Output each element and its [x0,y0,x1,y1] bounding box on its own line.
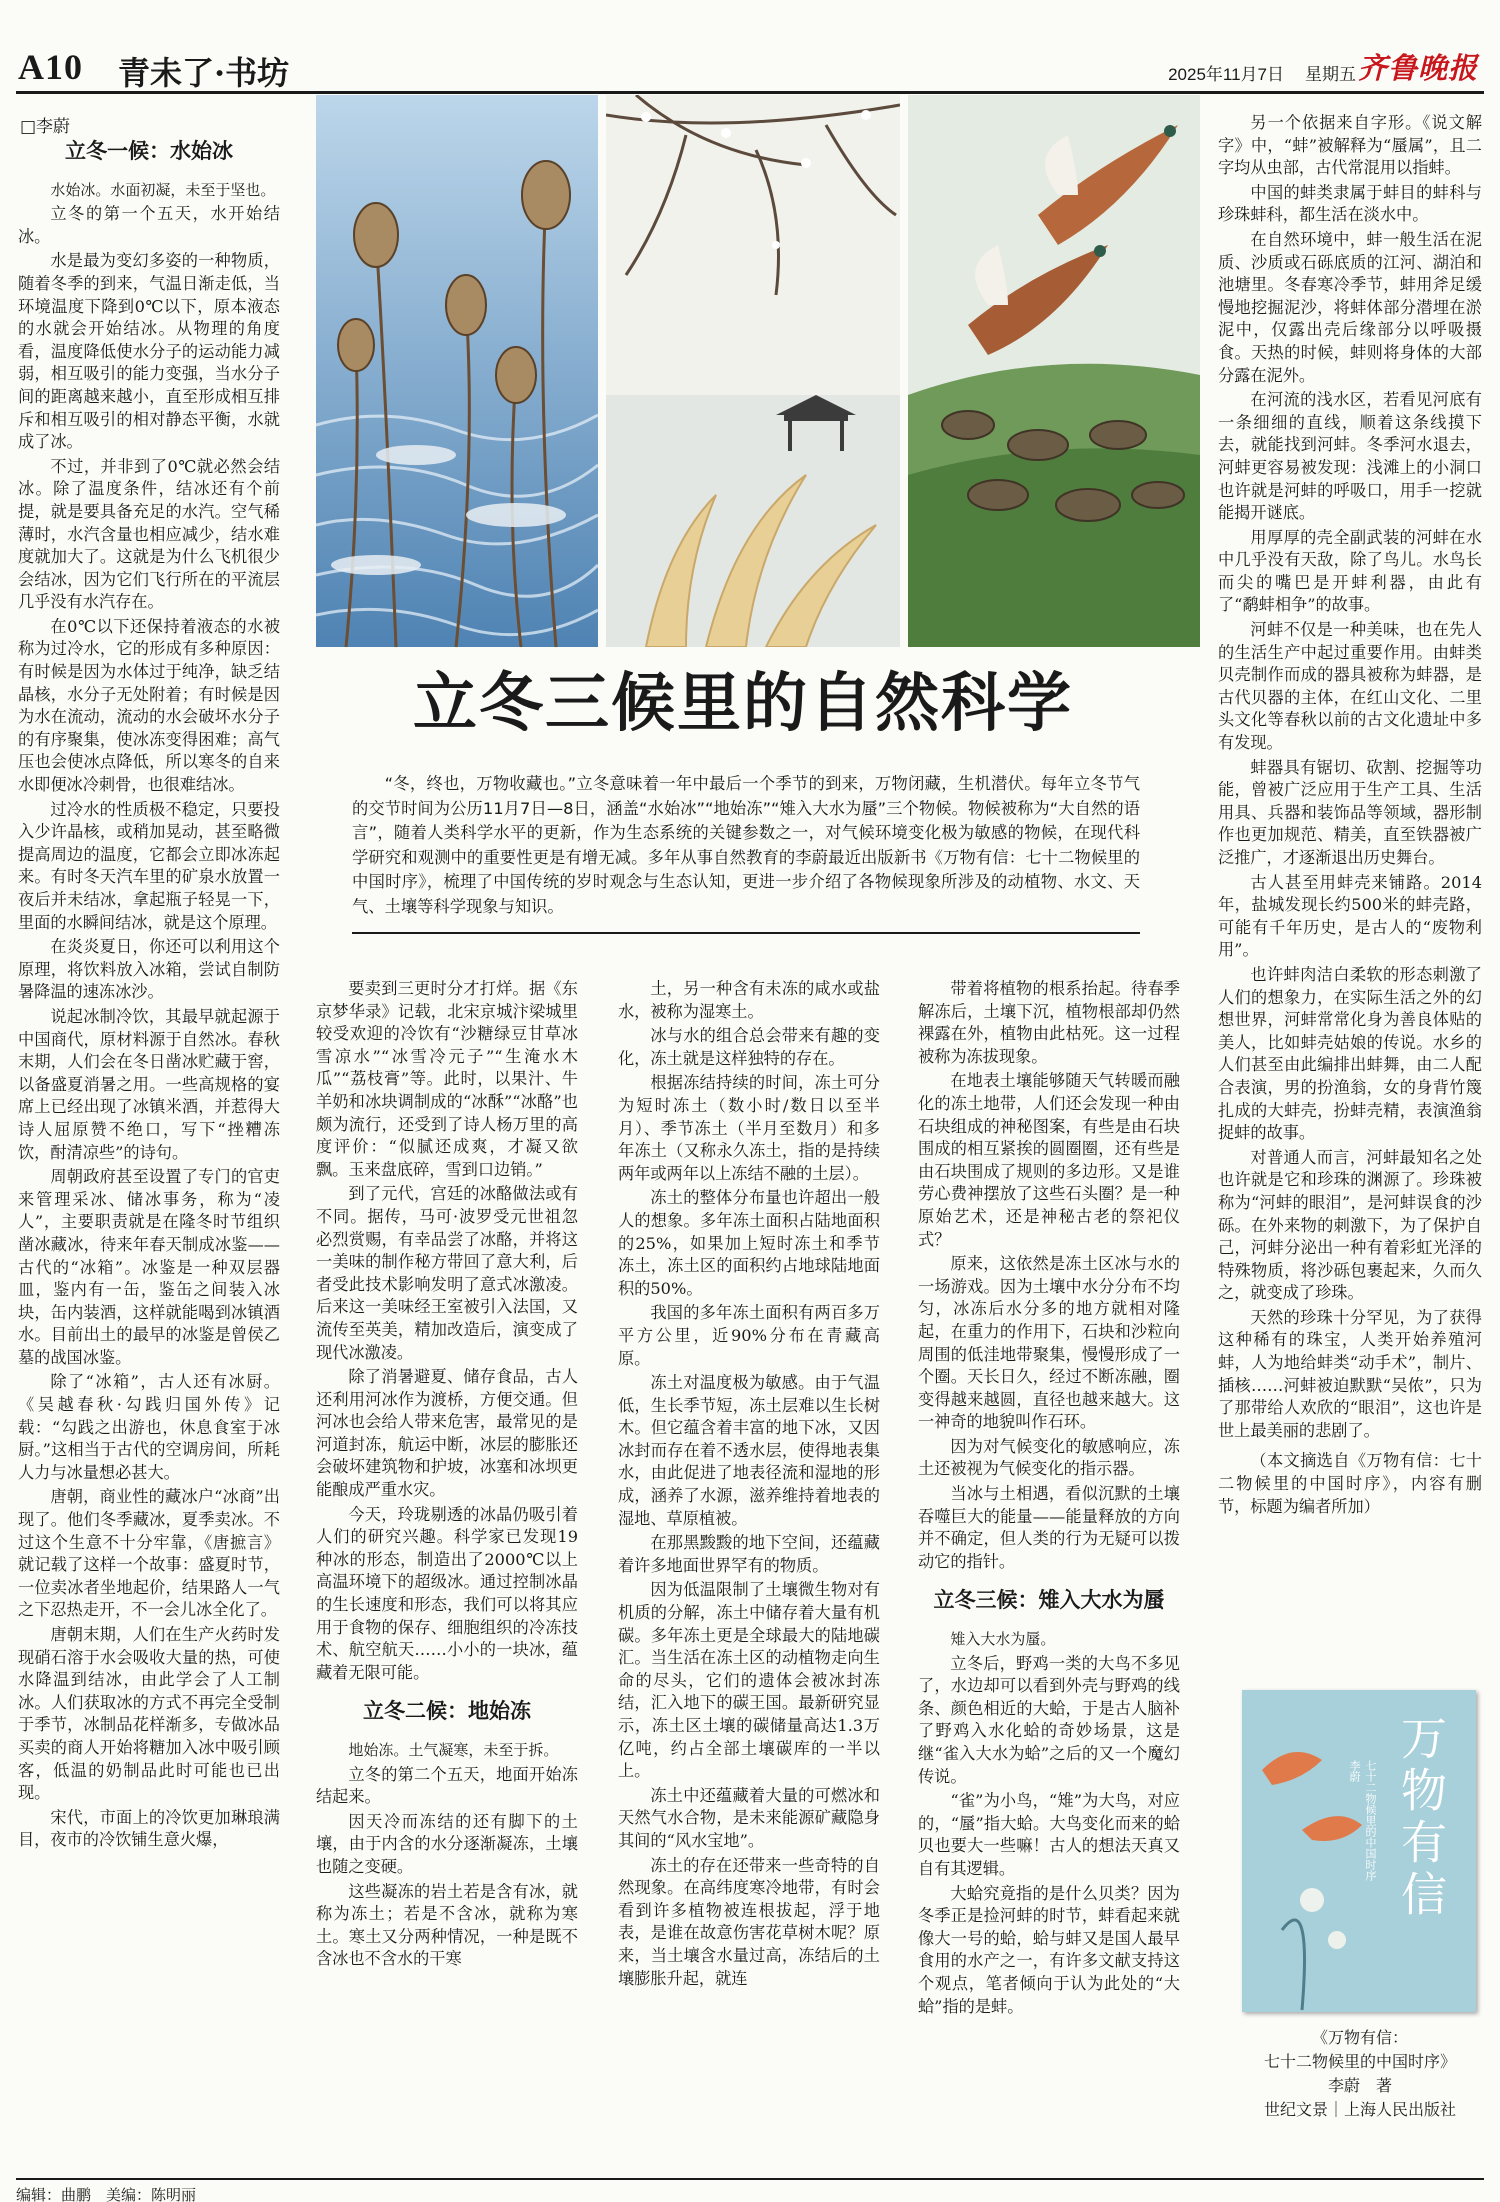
paragraph: 河蚌不仅是一种美味，也在先人的生活生产中起过重要作用。由蚌类贝壳制作而成的器具被称为蚌器，是古代贝器的主体，在红山文化、二里头文化等春秋以前的古文化遗址中多有发现。 [1218,620,1482,753]
paragraph: 在河流的浅水区，若看见河底有一条细细的直线，顺着这条线摸下去，就能找到河蚌。冬季河水退去，河蚌更容易被发现：浅滩上的小洞口也许就是河蚌的呼吸口，用手一挖就能揭开谜底。 [1218,390,1482,523]
paragraph: 冻土的整体分布量也许超出一般人的想象。多年冻土面积占陆地面积的25%，如果加上短时冻土和季节冻土，冻土区的面积约占地球陆地面积的50%。 [618,1188,880,1298]
paragraph: 蚌器具有锯切、砍割、挖掘等功能，曾被广泛应用于生产工具、生活用具、兵器和装饰品等领域，器形制作也更加规范、精美，直至铁器被广泛推广，才逐渐退出历史舞台。 [1218,757,1482,867]
section-title: 青未了·书坊 [118,54,290,92]
column-1 [18,124,280,2174]
paragraph: 用厚厚的壳全副武装的河蚌在水中几乎没有天敌，除了鸟儿。水鸟长而尖的嘴巴是开蚌利器，由此有了“鹬蚌相争”的故事。 [1218,527,1482,615]
paragraph: 在自然环境中，蚌一般生活在泥质、沙质或石砾底质的江河、湖泊和池塘里。冬春寒冷季节，蚌用斧足缓慢地挖掘泥沙，将蚌体部分潜埋在淤泥中，仅露出壳后缘部分以呼吸摄食。天热的时候，蚌则将身体的大部分露在泥外。 [1218,229,1482,385]
paragraph: 宋代，市面上的冷饮更加琳琅满目，夜市的冷饮铺生意火爆， [18,1807,280,1850]
column-5 [1218,112,1482,1682]
paragraph: 因天冷而冻结的还有脚下的土壤，由于内含的水分逐渐凝冻，土壤也随之变硬。 [316,1811,578,1876]
caption-title: 《万物有信： [1311,2028,1408,2047]
paragraph: “雀”为小鸟，“雉”为大鸟，对应的，“蜃”指大蛤。大鸟变化而来的蛤贝也要大一些嘛！古人的想法天真又自有其逻辑。 [918,1791,1180,1878]
paragraph: 到了元代，宫廷的冰酪做法或有不同。据传，马可·波罗受元世祖忽必烈赏赐，有幸品尝了冰酪，并将这一美味的制作秘方带回了意大利，后者受此技术影响发明了意式冰激凌。后来这一美味经王室被引入法国，又流传至英美，精加改造后，演变成了现代冰激凌。 [316,1184,578,1362]
paragraph: 除了“冰箱”，古人还有冰厨。《吴越春秋·勾践归国外传》记载：“勾践之出游也，休息食室于冰厨。”这相当于古代的空调房间，所耗人力与冰量想必甚大。 [18,1372,280,1482]
paragraph: 立冬的第一个五天，水开始结冰。 [18,204,280,246]
page-number: A10 [18,47,83,87]
snowy-pavilion-illustration [606,95,900,647]
book-cover [1242,1690,1476,2012]
paragraph: 冻土对温度极为敏感。由于气温低，生长季节短，冻土层难以生长树木。但它蕴含着丰富的地下冰，又因冰封而存在着不透水层，使得地表集水，由此促进了地表径流和湿地的形成，涵养了水源，滋养维持着地表的湿地、草原植被。 [618,1373,880,1528]
caption-subtitle: 七十二物候里的中国时序》 [1263,2052,1456,2071]
paragraph: 另一个依据来自字形。《说文解字》中，“蚌”被解释为“蜃属”，且二字均从虫部，古代常混用以指蚌。 [1218,113,1482,178]
paragraph: 冰与水的组合总会带来有趣的变化，冻土就是这样独特的存在。 [618,1026,880,1068]
subhead-hou-2: 立冬二候：地始冻 [363,1698,531,1724]
paragraph: 不过，并非到了0℃就必然会结冰。除了温度条件，结冰还有个前提，就是要具备充足的水汽。空气稀薄时，水汽含量也相应减少，结水难度就加大了。这就是为什么飞机很少会结冰，因为它们飞行所在的平流层几乎没有水汽存在。 [18,456,280,612]
quote-hou-2: 地始冻。土气凝寒，未至于拆。 [348,1741,559,1759]
paragraph: 冻土的存在还带来一些奇特的自然现象。在高纬度寒冷地带，有时会看到许多植物被连根拔起，浮于地表，是谁在故意伤害花草树木呢？原来，当土壤含水量过高，冻结后的土壤膨胀升起，就连 [618,1855,880,1988]
author-byline: □李蔚 [20,117,71,137]
issue-weekday: 星期五 [1305,65,1356,84]
art-panel-pheasants-clams [908,95,1200,647]
paragraph: 天然的珍珠十分罕见，为了获得这种稀有的珠宝，人类开始养殖河蚌，人为地给蚌类“动手术”，制片、插核……河蚌被迫默默“吴侬”，只为了那带给人欢欣的“眼泪”，这也许是世上最美丽的悲剧了。 [1218,1307,1482,1440]
issue-date: 2025年11月7日 [1168,65,1284,84]
paragraph: 在地表土壤能够随天气转暖而融化的冻土地带，人们还会发现一种由石块组成的神秘图案，有些是由石块围成的相互紧挨的圆圈圈，还有些是由石块围成了规则的多边形。又是谁劳心费神摆放了这些石头圈？是一种原始艺术，还是神秘古老的祭祀仪式？ [918,1071,1180,1249]
art-panel-snowy-pavilion [606,95,900,647]
paragraph: 因为对气候变化的敏感响应，冻土还被视为气候变化的指示器。 [918,1436,1180,1479]
column-4 [918,978,1180,2174]
article-lead: “冬，终也，万物收藏也。”立冬意味着一年中最后一个季节的到来，万物闭藏，生机潜伏。每年立冬节气的交节时间为公历11月7日—8日，涵盖“水始冰”“地始冻”“雉入大水为蜃”三个物候。物候被称为“大自然的语言”，随着人类科学水平的更新，作为生态系统的关键参数之一，对气候环境变化极为敏感的物候，在现代科学研究和观测中的重要性更是有增无减。多年从事自然教育的李蔚最近出版新书《万物有信：七十二物候里的中国时序》，梳理了中国传统的岁时观念与生态认知，更进一步介绍了各物候现象所涉及的动植物、水文、天气、土壤等科学现象与知识。 [352,772,1140,934]
page-header [16,42,1484,94]
paragraph: 今天，玲珑剔透的冰晶仍吸引着人们的研究兴趣。科学家已发现19种冰的形态，制造出了2000℃以上高温环境下的超级冰。通过控制冰晶的生长速度和形态，我们可以将其应用于食物的保存、细胞组织的冷冻技术、航空航天……小小的一块冰，蕴藏着无限可能。 [316,1504,578,1682]
paragraph: 原来，这依然是冻土区冰与水的一场游戏。因为土壤中水分分布不均匀，冰冻后水分多的地方就相对隆起，在重力的作用下，石块和沙粒向周围的低洼地带聚集，慢慢形成了一个圈。天长日久，经过不断冻融，圈变得越来越圆，直径也越来越大。这一神奇的地貌叫作石环。 [918,1254,1180,1432]
pheasants-clams-illustration [908,95,1200,647]
paragraph: 冻土中还蕴藏着大量的可燃冰和天然气水合物，是未来能源矿藏隐身其间的“风水宝地”。 [618,1785,880,1850]
paragraph: 除了消暑避夏、储存食品，古人还利用河冰作为渡桥，方便交通。但河冰也会给人带来危害，最常见的是河道封冻，航运中断，冰层的膨胀还会破坏建筑物和护坡，冰塞和冰坝更能酿成严重水灾。 [316,1367,578,1500]
column-3 [618,978,880,2174]
paragraph: 古人甚至用蚌壳来铺路。2014年，盐城发现长约500米的蚌壳路，可能有千年历史，是古人的“废物利用”。 [1218,872,1482,960]
paragraph: 在炎炎夏日，你还可以利用这个原理，将饮料放入冰箱，尝试自制防暑降温的速冻冰沙。 [18,937,280,1002]
paragraph: 对普通人而言，河蚌最知名之处也许就是它和珍珠的渊源了。珍珠被称为“河蚌的眼泪”，是河蚌误食的沙砾。在外来物的刺激下，为了保护自己，河蚌分泌出一种有着彩虹光泽的特殊物质，将沙砾包裹起来，久而久之，就变成了珍珠。 [1218,1147,1482,1303]
book-title: 万物有信 [1394,1714,1448,1922]
paragraph: 这些凝冻的岩土若是含有冰，就称为冻土；若是不含冰，就称为寒土。寒土又分两种情况，一种是既不含冰也不含水的干寒 [316,1881,578,1969]
paragraph: 因为低温限制了土壤微生物对有机质的分解，冻土中储存着大量有机碳。多年冻土更是全球最大的陆地碳汇。当生活在冻土区的动植物走向生命的尽头，它们的遗体会被冰封冻结，汇入地下的碳王国。最新研究显示，冻土区土壤的碳储量高达1.3万亿吨，约占全部土壤碳库的一半以上。 [618,1580,880,1781]
paragraph: 我国的多年冻土面积有两百多万平方公里，近90%分布在青藏高原。 [618,1303,880,1368]
paragraph: 周朝政府甚至设置了专门的官吏来管理采冰、储冰事务，称为“凌人”，主要职责就是在隆冬时节组织凿冰藏冰，待来年春天制成冰鉴——古代的“冰箱”。冰鉴是一种双层器皿，鉴内有一缶，鉴缶之间装入冰块，缶内装酒，这样就能喝到冰镇酒水。目前出土的最早的冰鉴是曾侯乙墓的战国冰鉴。 [18,1167,280,1367]
caption-author: 李蔚 著 [1327,2076,1392,2095]
subhead-hou-3: 立冬三候：雉入大水为蜃 [933,1587,1165,1613]
column-2 [316,978,578,2174]
paragraph: 带着将植物的根系抬起。待春季解冻后，土壤下沉，植物根部却仍然裸露在外，植物由此枯死。这一过程被称为冻拔现象。 [918,979,1180,1066]
paragraph: 水是最为变幻多姿的一种物质，随着冬季的到来，气温日渐走低，当环境温度下降到0℃以下，原本液态的水就会开始结冰。从物理的角度看，温度降低使水分子的运动能力减弱，相互吸引的能力变强，当水分子间的距离越来越小，直至形成相互排斥和相互吸引的相对静态平衡，水就成了冰。 [18,251,280,452]
quote-hou-1: 水始冰。水面初凝，未至于坚也。 [50,180,276,199]
excerpt-note: （本文摘选自《万物有信：七十二物候里的中国时序》，内容有删节，标题为编者所加） [1218,1451,1482,1516]
art-panel-frozen-lotus [316,95,598,647]
paragraph: 大蛤究竟指的是什么贝类？因为冬季正是捡河蚌的时节，蚌看起来就像大一号的蛤，蛤与蚌又是国人最早食用的水产之一，有许多文献支持这个观点，笔者倾向于认为此处的“大蛤”指的是蚌。 [918,1883,1180,2016]
paragraph: 唐朝末期，人们在生产火药时发现硝石溶于水会吸收大量的热，可使水降温到结冰，由此学会了人工制冰。人们获取冰的方式不再完全受制于季节，冰制品花样渐多，专做冰品买卖的商人开始将糖加入冰中吸引顾客，低温的奶制品此时可能也已出现。 [18,1625,280,1803]
book-subtitle: 七十二物候里的中国时序 [1364,1760,1377,1881]
subhead-hou-1: 立冬一候：水始冰 [65,138,233,163]
paragraph: 说起冰制冷饮，其最早就起源于中国商代，原材料源于自然冰。春秋末期，人们会在冬日凿冰贮藏于窖，以备盛夏消暑之用。一些高规格的宴席上已经出现了冰镇米酒，并惹得大诗人屈原赞不绝口，写下“挫糟冻饮，酎清凉些”的诗句。 [18,1006,280,1162]
paragraph: 也许蚌肉洁白柔软的形态刺激了人们的想象力，在实际生活之外的幻想世界，河蚌常常化身为善良体贴的美人，比如蚌壳姑娘的传说。水乡的人们甚至由此编排出蚌舞，由二人配合表演，男的扮渔翁，女的身背竹篾扎成的大蚌壳，扮蚌壳精，表演渔翁捉蚌的故事。 [1218,964,1482,1143]
paragraph: 根据冻结持续的时间，冻土可分为短时冻土（数小时/数日以至半月）、季节冻土（半月至数月）和多年冻土（又称永久冻土，指的是持续两年或两年以上冻结不融的土层）。 [618,1073,880,1183]
paragraph: 唐朝，商业性的藏冰户“冰商”出现了。他们冬季藏冰，夏季卖冰。不过这个生意不十分牢靠，《唐摭言》就记载了这样一个故事：盛夏时节，一位卖冰者坐地起价，结果路人一气之下忍热走开，不一会儿冰全化了。 [18,1487,280,1620]
paragraph: 要卖到三更时分才打烊。据《东京梦华录》记载，北宋京城汴梁城里较受欢迎的冷饮有“沙糖绿豆甘草冰雪凉水”“冰雪冷元子”“生淹水木瓜”“荔枝膏”等。此时，以果汁、牛羊奶和冰块调制成的“冰酥”“冰酪”也颇为流行，还受到了诗人杨万里的高度评价：“似腻还成爽，才凝又欲飘。玉来盘底碎，雪到口边销。” [316,979,578,1179]
paragraph: 立冬的第二个五天，地面开始冻结起来。 [316,1764,578,1807]
paragraph: 在0℃以下还保持着液态的水被称为过冷水，它的形成有多种原因：有时候是因为水体过于纯净，缺乏结晶核，水分子无处附着；有时候是因为水在流动，流动的水会破坏水分子的有序聚集，使冰冻变得困难；高气压也会使冰点降低，所以寒冬的自来水即便冰冷刺骨，也很难结冰。 [18,616,280,795]
quote-hou-3: 雉入大水为蜃。 [950,1630,1056,1649]
book-caption [1236,2026,1484,2122]
paragraph: 当冰与土相遇，看似沉默的土壤吞噬巨大的能量——能量释放的方向并不确定，但人类的行为无疑可以拨动它的指针。 [918,1484,1180,1571]
paragraph: 在那黑黢黢的地下空间，还蕴藏着许多地面世界罕有的物质。 [618,1533,880,1575]
frozen-lotus-illustration [316,95,598,647]
paragraph: 立冬后，野鸡一类的大鸟不多见了，水边却可以看到外壳与野鸡的线条、颜色相近的大蛤，于是古人脑补了野鸡入水化蛤的奇妙场景，这是继“雀入大水为蛤”之后的又一个魔幻传说。 [918,1653,1180,1786]
article-headline: 立冬三候里的自然科学 [413,666,1073,741]
caption-publisher: 世纪文景｜上海人民出版社 [1263,2100,1456,2119]
paragraph: 过冷水的性质极不稳定，只要投入少许晶核，或稍加晃动，甚至略微提高周边的温度，它都会立即冰冻起来。有时冬天汽车里的矿泉水放置一夜后并未结冰，拿起瓶子轻晃一下，里面的水瞬间结冰，就是这个原理。 [18,799,280,932]
paragraph: 中国的蚌类隶属于蚌目的蚌科与珍珠蚌科，都生活在淡水中。 [1218,182,1482,225]
page-footer: 编辑：曲鹏 美编：陈明丽 [16,2178,1484,2202]
newspaper-logo: 齐鲁晚报 [1357,51,1478,85]
paragraph: 土，另一种含有未冻的咸水或盐水，被称为湿寒土。 [618,979,880,1021]
book-author: 李蔚 [1348,1760,1361,1782]
